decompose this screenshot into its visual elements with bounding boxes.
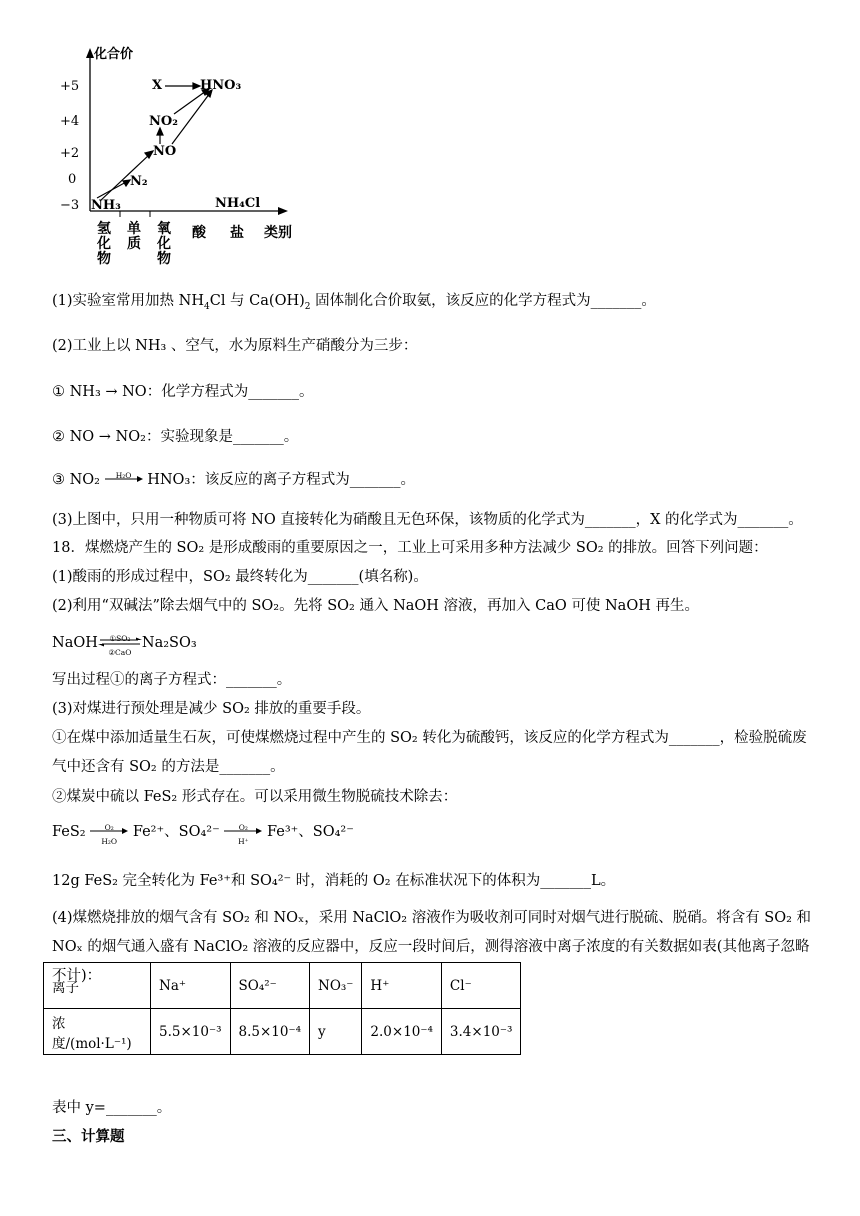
q18-part2-question: 写出过程①的离子方程式：_______。 [52,672,292,688]
q18-part2: (2)利用“双碱法”除去烟气中的 SO₂。先将 SO₂ 通入 NaOH 溶液，再加入 CaO 可使 NaOH 再生。 [52,598,699,614]
table-cell: 8.5×10⁻⁴ [230,1009,310,1055]
table-cell: 浓度/(mol·L⁻¹) [44,1009,151,1055]
q18-part3-2: ②煤炭中硫以 FeS₂ 形式存在。可以采用微生物脱硫技术除去： [52,789,458,805]
q18-part3-1: ①在煤中添加适量生石灰，可使煤燃烧过程中产生的 SO₂ 转化为硫酸钙，该反应的化学方程式为_______，检验脱硫废气中还含有 SO₂ 的方法是_______。 [52,730,807,775]
reversible-arrow [98,633,142,657]
table-cell: 2.0×10⁻⁴ [362,1009,442,1055]
chain-arrow-1-top: O₂ [104,823,114,832]
q18-desulfurization-chain [52,822,354,846]
y-tick: −3 [60,198,80,213]
species-no2: NO₂ [149,114,178,129]
reverse-condition: ②CaO [108,648,132,657]
table-cell: y [310,1009,362,1055]
x-axis-label: 类别 [264,225,292,241]
chain-fes2: FeS₂ [52,824,86,840]
y-tick: +5 [60,79,80,94]
x-category-element: 单质 [127,221,141,252]
q17-part1-b: Cl 与 Ca [209,293,269,309]
reaction-arrow [105,470,143,490]
q17-step3-b: HNO₃：该反应的离子方程式为_______。 [147,472,416,488]
chain-arrow-2 [224,822,262,846]
q17-step1: ① NH₃ → NO：化学方程式为_______。 [52,384,314,400]
y-tick: +2 [60,146,80,161]
table-header-cell: H⁺ [362,963,442,1009]
q18-part4: (4)煤燃烧排放的烟气含有 SO₂ 和 NOₓ，采用 NaClO₂ 溶液作为吸收剂可同时对烟气进行脱硫、脱硝。将含有 SO₂ 和 NOₓ 的烟气通入盛有 NaClO₂ 溶液的反应器中，反应一段时间后，测得溶液中离子浓度的有关数据如表(其他离子忽略不计)： [52,910,812,984]
arrow-condition: H₂O [115,471,132,480]
y-axis-label: 化合价 [94,47,134,62]
table-header-cell: Cl⁻ [441,963,521,1009]
x-category-acid: 酸 [192,225,206,241]
table-header-cell: 离子 [44,963,151,1009]
q17-step2: ② NO → NO₂：实验现象是_______。 [52,429,299,445]
table-header-cell: SO₄²⁻ [230,963,310,1009]
x-category-hydride: 氢化物 [97,221,111,267]
chain-intermediate: Fe²⁺、SO₄²⁻ [132,824,220,840]
x-category-oxide: 氧化物 [157,221,171,267]
q17-part1-d: 固体制化合价取氨，该反应的化学方程式为_______。 [310,293,656,309]
chain-arrow-2-bottom: H⁺ [238,837,249,846]
table-cell: 3.4×10⁻³ [441,1009,521,1055]
q17-part1: (1)实验室常用加热 $NH_4Cl$ 与 $Ca(OH)_2$ 固体制化合价取氨，该反应的化学方程式为_______。 [52,293,656,312]
species-n2: N₂ [130,174,148,189]
q18-part4-question: 表中 y=_______。 [52,1100,172,1116]
valence-category-diagram [52,46,322,278]
arrow-icon [105,475,143,483]
q17-step3 [52,470,415,490]
forward-condition: ①SO₂ [109,634,131,643]
q17-part1-a: (1)实验室常用加热 NH [52,293,204,309]
q18-intro: 18．煤燃烧产生的 SO₂ 是形成酸雨的重要原因之一，工业上可采用多种方法减少 SO₂ 的排放。回答下列问题： [52,540,768,556]
species-nh4cl: NH₄Cl [215,196,261,211]
species-nh3: NH₃ [91,198,121,213]
species-x: X [152,78,163,93]
q18-part1: (1)酸雨的形成过程中，SO₂ 最终转化为_______(填名称)。 [52,569,428,585]
q17-part1-c: (OH) [268,293,305,309]
q18-double-alkali-equation [52,633,197,657]
diagram-axes [52,46,322,278]
y-tick: +4 [60,114,80,129]
na2so3-label: Na₂SO₃ [141,635,197,651]
table-row [44,963,521,1009]
chain-arrow-1-bottom: H₂O [101,837,118,846]
section-heading: 三、计算题 [52,1128,125,1145]
table-header-cell: NO₃⁻ [310,963,362,1009]
table-row [44,1009,521,1055]
naoh-label: NaOH [52,635,98,651]
table-cell: 5.5×10⁻³ [151,1009,231,1055]
q18-part3-question: 12g FeS₂ 完全转化为 Fe³⁺和 SO₄²⁻ 时，消耗的 O₂ 在标准状况下的体积为_______L。 [52,873,616,889]
species-no: NO [153,144,177,159]
q17-part2: (2)工业上以 NH₃ 、空气，水为原料生产硝酸分为三步： [52,338,418,354]
q17-part3: (3)上图中，只用一种物质可将 NO 直接转化为硝酸且无色环保，该物质的化学式为_______，X 的化学式为_______。 [52,512,803,528]
q18-part3: (3)对煤进行预处理是减少 SO₂ 排放的重要手段。 [52,701,371,717]
species-hno3: HNO₃ [200,78,242,93]
chain-product: Fe³⁺、SO₄²⁻ [266,824,354,840]
chain-arrow-2-top: O₂ [238,823,248,832]
q17-step3-a: ③ NO₂ [52,472,100,488]
table-header-cell: Na⁺ [151,963,231,1009]
chain-arrow-1 [90,822,128,846]
x-category-salt: 盐 [230,225,244,241]
ion-concentration-table [43,962,521,1055]
y-tick: 0 [68,172,77,187]
